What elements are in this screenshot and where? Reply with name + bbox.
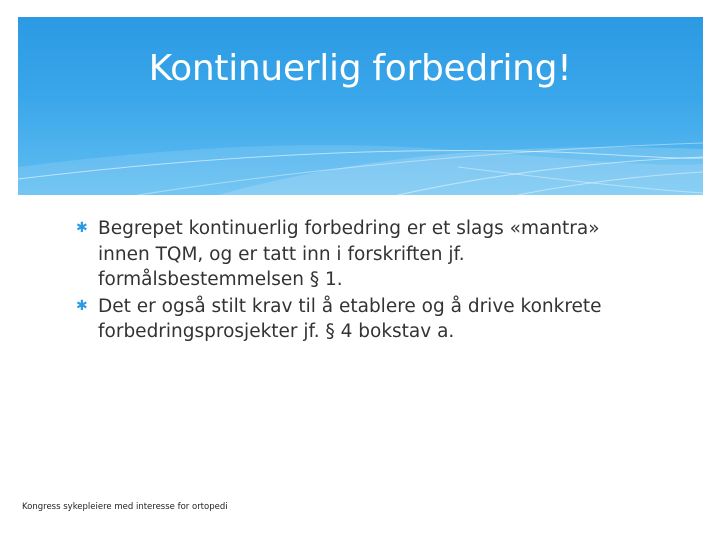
asterisk-bullet-icon: ✱ [76,220,88,236]
title-banner [18,17,703,195]
bullet-item [76,294,656,345]
wave-decoration [18,17,703,195]
bullet-list [76,216,656,346]
slide-title: Kontinuerlig forbedring! [148,48,572,89]
footer-text: Kongress sykepleiere med interesse for ortopedi [22,502,228,512]
bullet-text: Det er også stilt krav til å etablere og å drive konkrete forbedringsprosjekter jf. § 4 bokstav a. [98,295,602,342]
bullet-item [76,216,656,293]
bullet-text: Begrepet kontinuerlig forbedring er et slags «mantra» innen TQM, og er tatt inn i forskriften jf. formålsbestemmelsen § 1. [98,218,600,290]
asterisk-bullet-icon: ✱ [76,297,88,314]
